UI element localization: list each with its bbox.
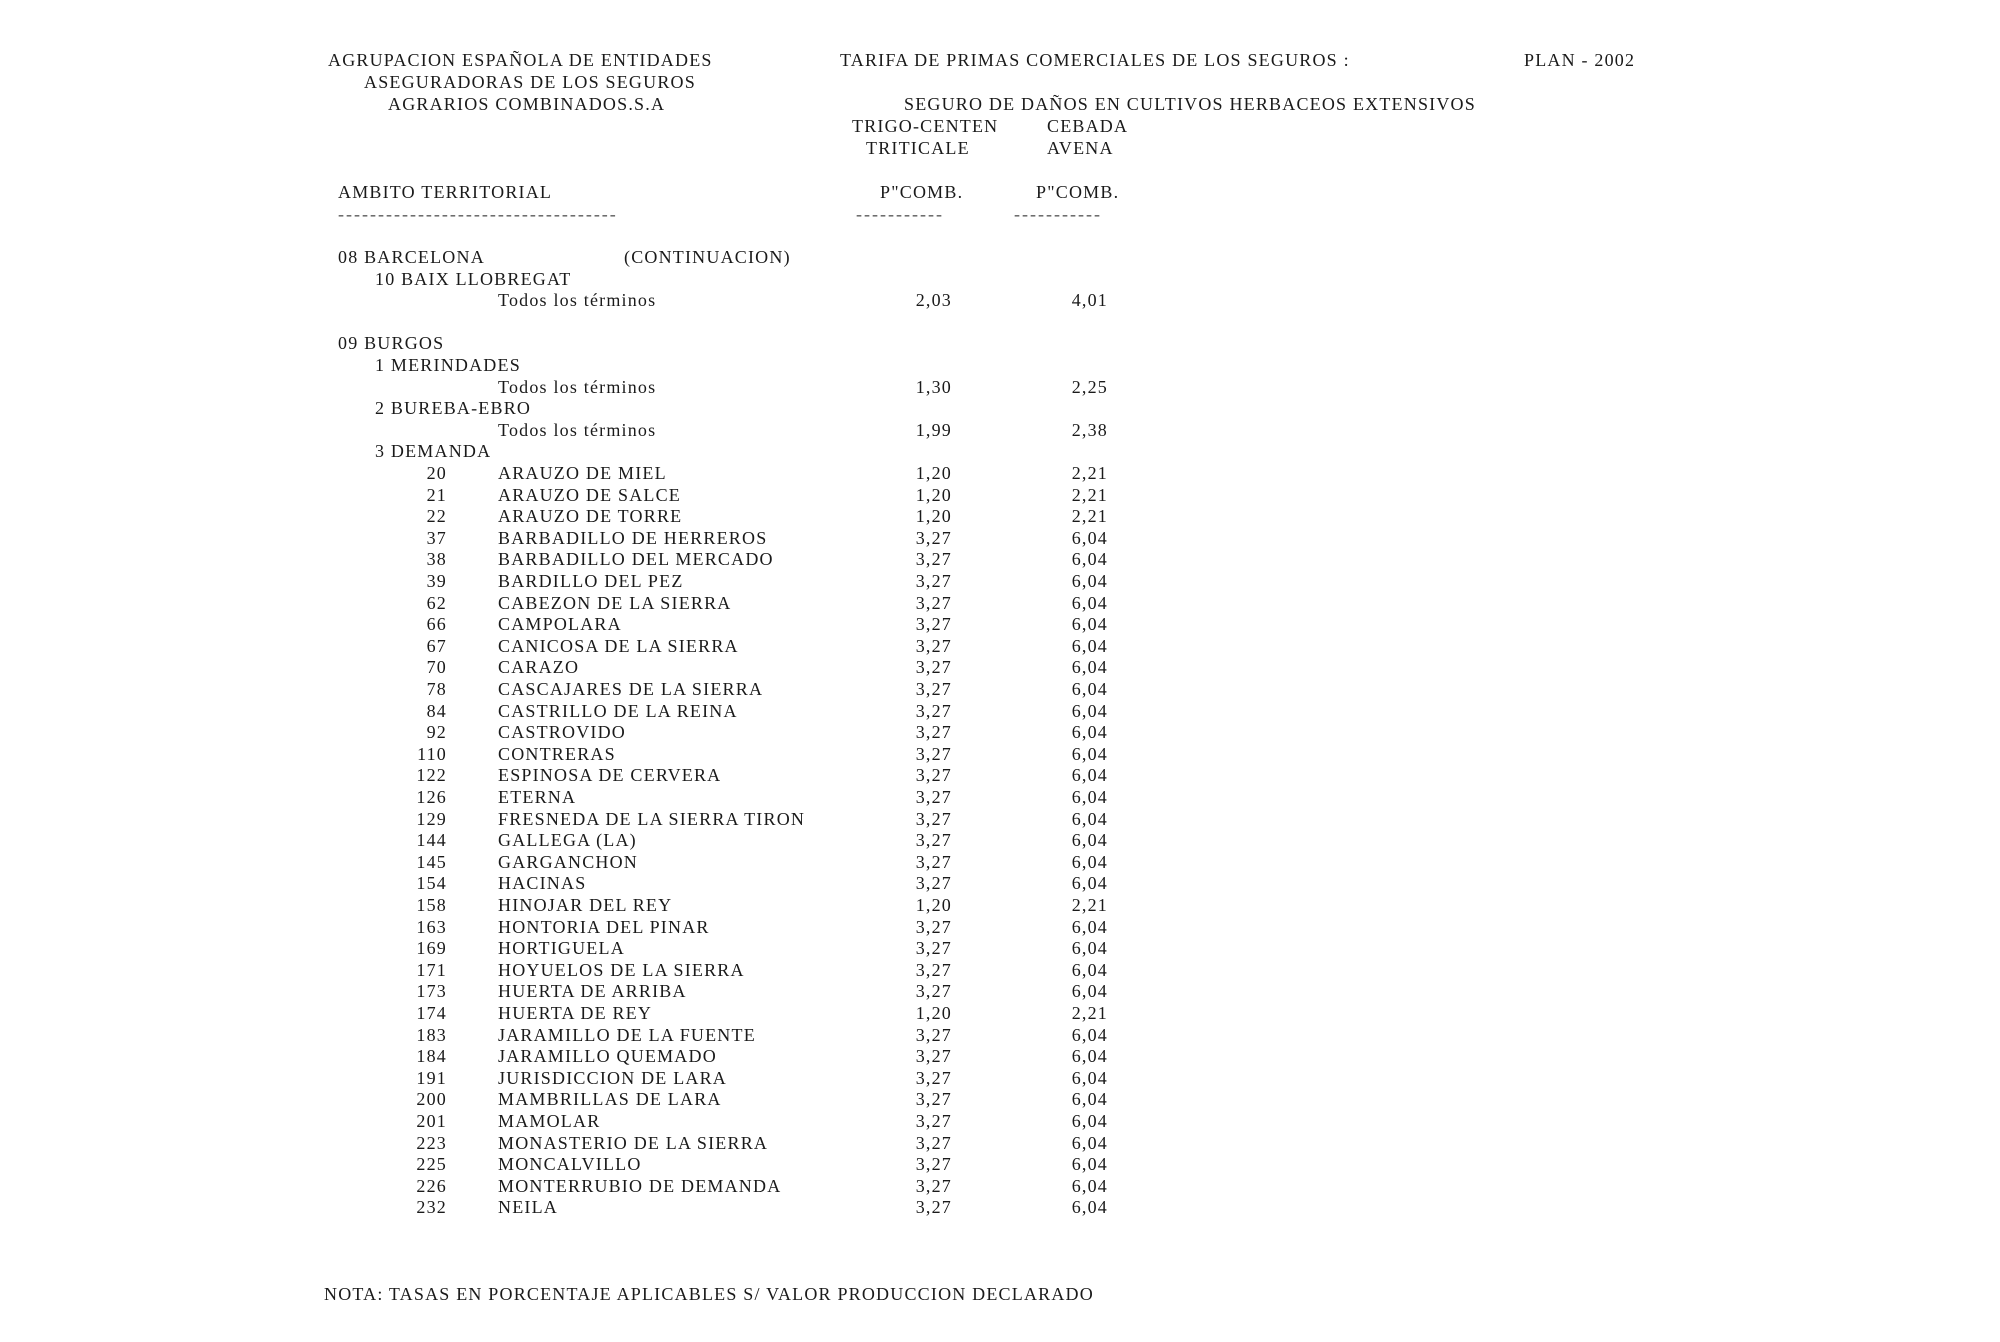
row-code: 38 bbox=[426, 549, 447, 569]
row-value-trigo: 1,99 bbox=[915, 420, 952, 440]
row-value-cebada: 6,04 bbox=[1071, 614, 1108, 634]
row-value-trigo: 3,27 bbox=[915, 787, 952, 807]
row-name: HORTIGUELA bbox=[498, 938, 625, 958]
row-code: 191 bbox=[416, 1068, 447, 1088]
row-name: CASTROVIDO bbox=[498, 722, 627, 742]
row-value-cebada: 6,04 bbox=[1071, 873, 1108, 893]
row-code: 2 BUREBA-EBRO bbox=[375, 398, 532, 418]
row-value-cebada: 6,04 bbox=[1071, 1046, 1108, 1066]
row-code: 144 bbox=[416, 830, 447, 850]
row-value-cebada: 4,01 bbox=[1071, 290, 1108, 310]
row-value-trigo: 3,27 bbox=[915, 1154, 952, 1174]
row-value-trigo: 3,27 bbox=[915, 960, 952, 980]
row-code: 39 bbox=[426, 571, 447, 591]
row-value-cebada: 6,04 bbox=[1071, 1025, 1108, 1045]
row-code: 09 BURGOS bbox=[338, 333, 445, 353]
row-name: MONCALVILLO bbox=[498, 1154, 642, 1174]
row-value-cebada: 6,04 bbox=[1071, 1197, 1108, 1217]
row-code: 183 bbox=[416, 1025, 447, 1045]
row-value-cebada: 6,04 bbox=[1071, 852, 1108, 872]
row-value-trigo: 3,27 bbox=[915, 830, 952, 850]
row-name: GALLEGA (LA) bbox=[498, 830, 637, 850]
row-value-trigo: 3,27 bbox=[915, 809, 952, 829]
row-code: 10 BAIX LLOBREGAT bbox=[375, 269, 572, 289]
row-value-trigo: 3,27 bbox=[915, 549, 952, 569]
row-code: 158 bbox=[416, 895, 447, 915]
row-value-cebada: 6,04 bbox=[1071, 722, 1108, 742]
row-code: 92 bbox=[426, 722, 447, 742]
row-value-cebada: 6,04 bbox=[1071, 571, 1108, 591]
heading-rule-ambito: ----------------------------------- bbox=[338, 204, 618, 224]
row-value-trigo: 3,27 bbox=[915, 852, 952, 872]
heading-rule-col2: ----------- bbox=[1014, 204, 1102, 224]
row-value-trigo: 3,27 bbox=[915, 571, 952, 591]
row-value-trigo: 3,27 bbox=[915, 593, 952, 613]
row-value-trigo: 3,27 bbox=[915, 722, 952, 742]
row-value-cebada: 6,04 bbox=[1071, 809, 1108, 829]
row-value-cebada: 6,04 bbox=[1071, 938, 1108, 958]
row-name: MONASTERIO DE LA SIERRA bbox=[498, 1133, 769, 1153]
row-code: 70 bbox=[426, 657, 447, 677]
row-value-trigo: 1,20 bbox=[915, 895, 952, 915]
row-name: HONTORIA DEL PINAR bbox=[498, 917, 710, 937]
row-code: 174 bbox=[416, 1003, 447, 1023]
row-value-trigo: 3,27 bbox=[915, 873, 952, 893]
row-value-trigo: 1,30 bbox=[915, 377, 952, 397]
row-name: ESPINOSA DE CERVERA bbox=[498, 765, 722, 785]
row-code: 225 bbox=[416, 1154, 447, 1174]
row-value-cebada: 6,04 bbox=[1071, 960, 1108, 980]
org-name-line2: ASEGURADORAS DE LOS SEGUROS bbox=[364, 72, 696, 92]
row-name: JARAMILLO QUEMADO bbox=[498, 1046, 717, 1066]
row-code: 173 bbox=[416, 981, 447, 1001]
row-value-trigo: 3,27 bbox=[915, 917, 952, 937]
row-code: 126 bbox=[416, 787, 447, 807]
row-code: 232 bbox=[416, 1197, 447, 1217]
crop-column1-line2: TRITICALE bbox=[866, 138, 970, 158]
row-name: FRESNEDA DE LA SIERRA TIRON bbox=[498, 809, 806, 829]
row-name: CASTRILLO DE LA REINA bbox=[498, 701, 738, 721]
row-value-trigo: 2,03 bbox=[915, 290, 952, 310]
row-code: 3 DEMANDA bbox=[375, 441, 492, 461]
row-name: Todos los términos bbox=[498, 420, 657, 440]
row-name: HUERTA DE REY bbox=[498, 1003, 653, 1023]
insurance-subtitle: SEGURO DE DAÑOS EN CULTIVOS HERBACEOS EXTENSIVOS bbox=[904, 94, 1476, 114]
row-code: 66 bbox=[426, 614, 447, 634]
row-code: 201 bbox=[416, 1111, 447, 1131]
row-value-cebada: 6,04 bbox=[1071, 981, 1108, 1001]
row-value-cebada: 6,04 bbox=[1071, 1154, 1108, 1174]
row-value-trigo: 3,27 bbox=[915, 528, 952, 548]
row-name: HINOJAR DEL REY bbox=[498, 895, 673, 915]
row-code: 200 bbox=[416, 1089, 447, 1109]
row-name: BARBADILLO DEL MERCADO bbox=[498, 549, 774, 569]
row-value-trigo: 1,20 bbox=[915, 485, 952, 505]
row-value-cebada: 2,21 bbox=[1071, 463, 1108, 483]
row-name: ARAUZO DE SALCE bbox=[498, 485, 681, 505]
row-value-trigo: 3,27 bbox=[915, 1089, 952, 1109]
row-value-cebada: 2,21 bbox=[1071, 506, 1108, 526]
row-value-cebada: 2,38 bbox=[1071, 420, 1108, 440]
row-name: CAMPOLARA bbox=[498, 614, 622, 634]
row-value-trigo: 3,27 bbox=[915, 744, 952, 764]
row-value-trigo: 1,20 bbox=[915, 1003, 952, 1023]
crop-column2-line1: CEBADA bbox=[1047, 116, 1129, 136]
row-value-cebada: 6,04 bbox=[1071, 1176, 1108, 1196]
row-value-trigo: 3,27 bbox=[915, 636, 952, 656]
row-value-cebada: 6,04 bbox=[1071, 657, 1108, 677]
row-name: MAMBRILLAS DE LARA bbox=[498, 1089, 722, 1109]
row-code: 1 MERINDADES bbox=[375, 355, 521, 375]
row-value-cebada: 2,25 bbox=[1071, 377, 1108, 397]
row-code: 145 bbox=[416, 852, 447, 872]
crop-column2-line2: AVENA bbox=[1047, 138, 1114, 158]
row-name: BARBADILLO DE HERREROS bbox=[498, 528, 768, 548]
row-value-cebada: 6,04 bbox=[1071, 593, 1108, 613]
row-value-cebada: 6,04 bbox=[1071, 679, 1108, 699]
row-name: GARGANCHON bbox=[498, 852, 639, 872]
row-name: ETERNA bbox=[498, 787, 577, 807]
row-value-cebada: 6,04 bbox=[1071, 830, 1108, 850]
row-value-trigo: 3,27 bbox=[915, 765, 952, 785]
footer-note: NOTA: TASAS EN PORCENTAJE APLICABLES S/ VALOR PRODUCCION DECLARADO bbox=[324, 1284, 1094, 1304]
row-value-cebada: 6,04 bbox=[1071, 1089, 1108, 1109]
row-name: ARAUZO DE TORRE bbox=[498, 506, 683, 526]
row-value-cebada: 6,04 bbox=[1071, 1111, 1108, 1131]
row-value-trigo: 3,27 bbox=[915, 679, 952, 699]
row-name: CONTRERAS bbox=[498, 744, 616, 764]
org-name-line3: AGRARIOS COMBINADOS.S.A bbox=[388, 94, 666, 114]
row-code: 22 bbox=[426, 506, 447, 526]
row-value-cebada: 6,04 bbox=[1071, 1068, 1108, 1088]
row-value-trigo: 3,27 bbox=[915, 701, 952, 721]
row-code: 20 bbox=[426, 463, 447, 483]
row-name: Todos los términos bbox=[498, 377, 657, 397]
row-code: 129 bbox=[416, 809, 447, 829]
row-value-cebada: 6,04 bbox=[1071, 636, 1108, 656]
row-value-cebada: 6,04 bbox=[1071, 787, 1108, 807]
row-name: HUERTA DE ARRIBA bbox=[498, 981, 687, 1001]
row-value-cebada: 6,04 bbox=[1071, 917, 1108, 937]
row-name: MAMOLAR bbox=[498, 1111, 601, 1131]
row-code: 21 bbox=[426, 485, 447, 505]
row-code: 163 bbox=[416, 917, 447, 937]
row-value-trigo: 3,27 bbox=[915, 1176, 952, 1196]
row-code: 78 bbox=[426, 679, 447, 699]
row-name: JURISDICCION DE LARA bbox=[498, 1068, 728, 1088]
row-value-trigo: 1,20 bbox=[915, 463, 952, 483]
row-value-cebada: 6,04 bbox=[1071, 528, 1108, 548]
row-name: MONTERRUBIO DE DEMANDA bbox=[498, 1176, 782, 1196]
row-code: 223 bbox=[416, 1133, 447, 1153]
row-code: 67 bbox=[426, 636, 447, 656]
row-code: 171 bbox=[416, 960, 447, 980]
row-value-cebada: 2,21 bbox=[1071, 1003, 1108, 1023]
row-value-trigo: 3,27 bbox=[915, 657, 952, 677]
row-name: Todos los términos bbox=[498, 290, 657, 310]
row-code: 84 bbox=[426, 701, 447, 721]
row-value-cebada: 6,04 bbox=[1071, 1133, 1108, 1153]
row-name: CABEZON DE LA SIERRA bbox=[498, 593, 732, 613]
row-value-cebada: 6,04 bbox=[1071, 549, 1108, 569]
row-code: 110 bbox=[417, 744, 447, 764]
row-code: 62 bbox=[426, 593, 447, 613]
row-value-cebada: 2,21 bbox=[1071, 485, 1108, 505]
row-code: 154 bbox=[416, 873, 447, 893]
row-code: 184 bbox=[416, 1046, 447, 1066]
row-name: CASCAJARES DE LA SIERRA bbox=[498, 679, 764, 699]
row-value-trigo: 3,27 bbox=[915, 614, 952, 634]
row-code: 226 bbox=[416, 1176, 447, 1196]
row-value-cebada: 6,04 bbox=[1071, 765, 1108, 785]
row-name: CANICOSA DE LA SIERRA bbox=[498, 636, 739, 656]
heading-rule-col1: ----------- bbox=[856, 204, 944, 224]
row-value-trigo: 3,27 bbox=[915, 1068, 952, 1088]
row-value-trigo: 3,27 bbox=[915, 1197, 952, 1217]
row-value-cebada: 6,04 bbox=[1071, 701, 1108, 721]
row-value-cebada: 2,21 bbox=[1071, 895, 1108, 915]
row-name: HOYUELOS DE LA SIERRA bbox=[498, 960, 745, 980]
row-code: 37 bbox=[426, 528, 447, 548]
document-title: TARIFA DE PRIMAS COMERCIALES DE LOS SEGUROS : bbox=[840, 50, 1350, 70]
row-value-trigo: 3,27 bbox=[915, 981, 952, 1001]
premium-heading-col2: P"COMB. bbox=[1036, 182, 1120, 202]
plan-year: PLAN - 2002 bbox=[1524, 50, 1636, 70]
row-name: HACINAS bbox=[498, 873, 587, 893]
row-name: NEILA bbox=[498, 1197, 558, 1217]
row-name: (CONTINUACION) bbox=[624, 247, 791, 267]
row-value-cebada: 6,04 bbox=[1071, 744, 1108, 764]
row-value-trigo: 3,27 bbox=[915, 1111, 952, 1131]
row-value-trigo: 3,27 bbox=[915, 1046, 952, 1066]
row-value-trigo: 3,27 bbox=[915, 938, 952, 958]
row-value-trigo: 1,20 bbox=[915, 506, 952, 526]
row-value-trigo: 3,27 bbox=[915, 1133, 952, 1153]
org-name-line1: AGRUPACION ESPAÑOLA DE ENTIDADES bbox=[328, 50, 713, 70]
crop-column1-line1: TRIGO-CENTEN bbox=[852, 116, 999, 136]
ambito-territorial-heading: AMBITO TERRITORIAL bbox=[338, 182, 553, 202]
row-name: BARDILLO DEL PEZ bbox=[498, 571, 684, 591]
row-name: JARAMILLO DE LA FUENTE bbox=[498, 1025, 756, 1045]
row-code: 122 bbox=[416, 765, 447, 785]
row-code: 169 bbox=[416, 938, 447, 958]
premium-heading-col1: P"COMB. bbox=[880, 182, 964, 202]
row-name: ARAUZO DE MIEL bbox=[498, 463, 667, 483]
row-code: 08 BARCELONA bbox=[338, 247, 485, 267]
row-value-trigo: 3,27 bbox=[915, 1025, 952, 1045]
row-name: CARAZO bbox=[498, 657, 580, 677]
